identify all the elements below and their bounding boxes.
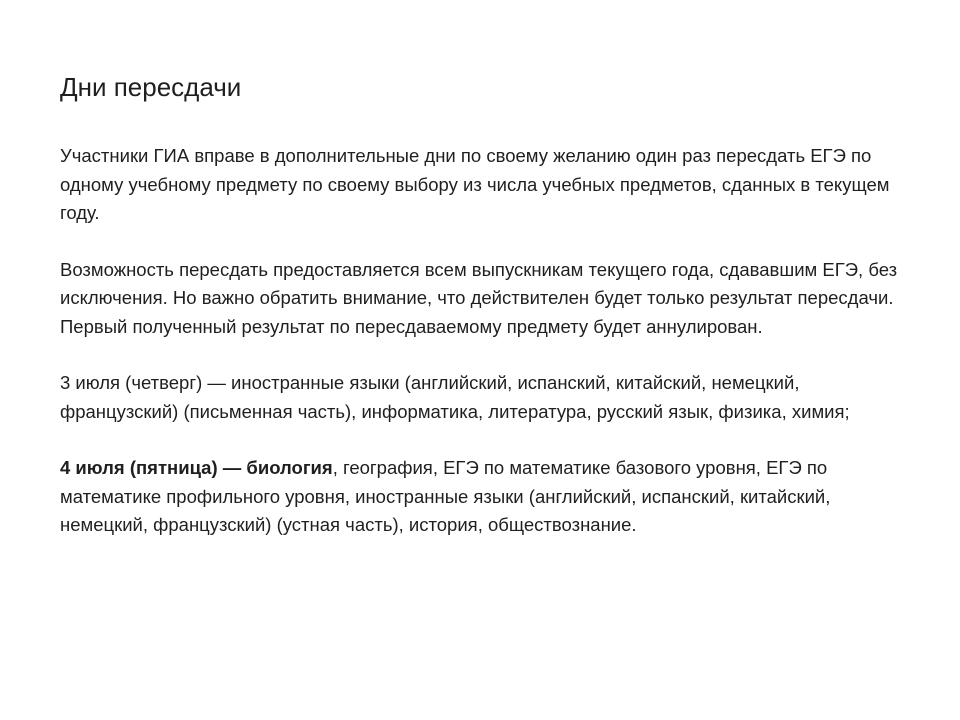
- paragraph-retake-rights: [60, 142, 910, 228]
- slide-body: [60, 142, 910, 568]
- slide-title: Дни пересдачи: [60, 72, 242, 102]
- paragraph-july-3-schedule: [60, 369, 910, 426]
- paragraph-text: Участники ГИА вправе в дополнительные дни по своему желанию один раз пересдать ЕГЭ по одному учебному предмету по своему выбору из числа учебных предметов, сданных в текущем году.: [60, 145, 890, 223]
- paragraph-july-4-schedule: [60, 454, 910, 540]
- paragraph-text: Возможность пересдать предоставляется всем выпускникам текущего года, сдававшим ЕГЭ, без исключения. Но важно обратить внимание, что действителен будет только результат пересдачи. Первый полученный результат по пересдаваемому предмету будет аннулирован.: [60, 258, 898, 337]
- paragraph-bold-lead: 4 июля (пятница) — биология: [60, 457, 333, 478]
- paragraph-text: 3 июля (четверг) — иностранные языки (английский, испанский, китайский, немецкий, французский) (письменная часть), информатика, литература, русский язык, физика, химия;: [60, 372, 850, 422]
- paragraph-retake-possibility: [60, 256, 910, 342]
- paragraph-text: , география, ЕГЭ по математике базового уровня, ЕГЭ по математике профильного уровня, иностранные языки (английский, испанский, китайский, немецкий, французский) (устная часть), история, обществознание.: [60, 457, 831, 535]
